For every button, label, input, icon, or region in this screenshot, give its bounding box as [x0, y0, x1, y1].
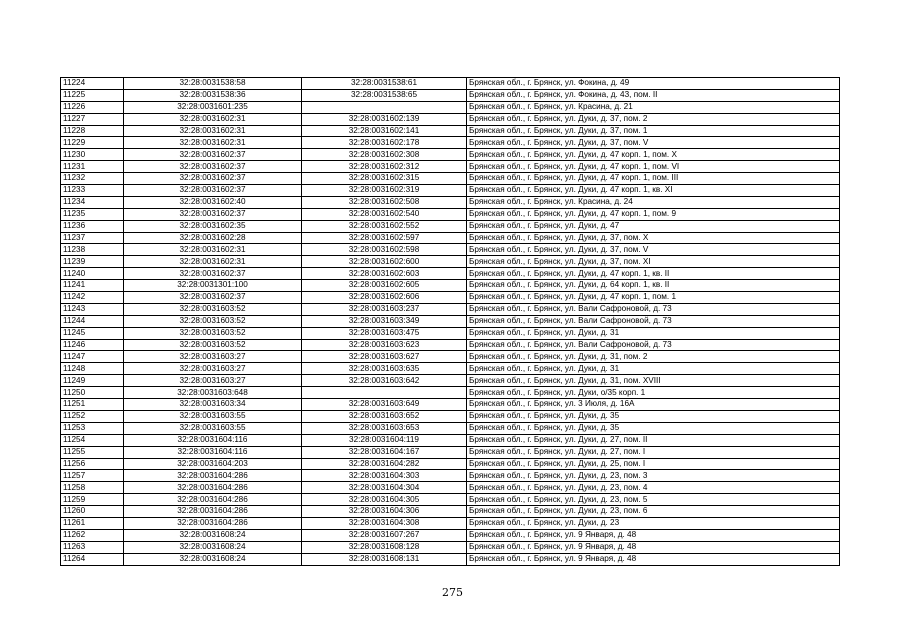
object-cadastral-number-cell: 32:28:0031603:475 [302, 327, 467, 339]
row-number-cell: 11232 [61, 173, 124, 185]
land-cadastral-number-cell: 32:28:0031602:31 [124, 125, 302, 137]
land-cadastral-number-cell: 32:28:0031602:31 [124, 244, 302, 256]
land-cadastral-number-cell: 32:28:0031602:31 [124, 113, 302, 125]
object-cadastral-number-cell: 32:28:0031604:305 [302, 494, 467, 506]
table-row [61, 399, 840, 411]
object-cadastral-number-cell: 32:28:0031603:349 [302, 315, 467, 327]
address-cell: Брянская обл., г. Брянск, ул. Дуки, д. 23, пом. 4 [467, 482, 840, 494]
table-row [61, 196, 840, 208]
land-cadastral-number-cell: 32:28:0031602:37 [124, 292, 302, 304]
table-row [61, 256, 840, 268]
row-number-cell: 11226 [61, 101, 124, 113]
row-number-cell: 11230 [61, 149, 124, 161]
object-cadastral-number-cell: 32:28:0031604:167 [302, 446, 467, 458]
row-number-cell: 11262 [61, 529, 124, 541]
row-number-cell: 11227 [61, 113, 124, 125]
address-cell: Брянская обл., г. Брянск, ул. 9 Января, д. 48 [467, 541, 840, 553]
object-cadastral-number-cell: 32:28:0031602:598 [302, 244, 467, 256]
table-row [61, 137, 840, 149]
table-row [61, 173, 840, 185]
row-number-cell: 11237 [61, 232, 124, 244]
row-number-cell: 11250 [61, 387, 124, 399]
row-number-cell: 11234 [61, 196, 124, 208]
row-number-cell: 11252 [61, 410, 124, 422]
address-cell: Брянская обл., г. Брянск, ул. Фокина, д. 43, пом. II [467, 89, 840, 101]
table-row [61, 125, 840, 137]
land-cadastral-number-cell: 32:28:0031604:203 [124, 458, 302, 470]
object-cadastral-number-cell: 32:28:0031608:128 [302, 541, 467, 553]
table-row [61, 422, 840, 434]
address-cell: Брянская обл., г. Брянск, ул. Дуки, д. 37, пом. X [467, 232, 840, 244]
object-cadastral-number-cell: 32:28:0031602:508 [302, 196, 467, 208]
row-number-cell: 11229 [61, 137, 124, 149]
land-cadastral-number-cell: 32:28:0031603:52 [124, 315, 302, 327]
object-cadastral-number-cell: 32:28:0031602:540 [302, 208, 467, 220]
row-number-cell: 11260 [61, 506, 124, 518]
land-cadastral-number-cell: 32:28:0031608:24 [124, 529, 302, 541]
table-row [61, 89, 840, 101]
land-cadastral-number-cell: 32:28:0031603:52 [124, 303, 302, 315]
land-cadastral-number-cell: 32:28:0031602:31 [124, 256, 302, 268]
row-number-cell: 11259 [61, 494, 124, 506]
table-row [61, 434, 840, 446]
address-cell: Брянская обл., г. Брянск, ул. Дуки, д. 47 корп. 1, пом. III [467, 173, 840, 185]
row-number-cell: 11224 [61, 78, 124, 90]
object-cadastral-number-cell: 32:28:0031602:139 [302, 113, 467, 125]
address-cell: Брянская обл., г. Брянск, ул. Вали Сафроновой, д. 73 [467, 315, 840, 327]
table-row [61, 208, 840, 220]
row-number-cell: 11264 [61, 553, 124, 565]
address-cell: Брянская обл., г. Брянск, ул. Дуки, д. 35 [467, 410, 840, 422]
table-row [61, 375, 840, 387]
land-cadastral-number-cell: 32:28:0031603:27 [124, 375, 302, 387]
object-cadastral-number-cell: 32:28:0031603:649 [302, 399, 467, 411]
land-cadastral-number-cell: 32:28:0031602:28 [124, 232, 302, 244]
row-number-cell: 11253 [61, 422, 124, 434]
address-cell: Брянская обл., г. Брянск, ул. 3 Июля, д. 16А [467, 399, 840, 411]
address-cell: Брянская обл., г. Брянск, ул. Дуки, д. 23 [467, 517, 840, 529]
address-cell: Брянская обл., г. Брянск, ул. Дуки, д. 37, пом. V [467, 137, 840, 149]
object-cadastral-number-cell: 32:28:0031604:282 [302, 458, 467, 470]
land-cadastral-number-cell: 32:28:0031602:37 [124, 161, 302, 173]
row-number-cell: 11256 [61, 458, 124, 470]
row-number-cell: 11228 [61, 125, 124, 137]
address-cell: Брянская обл., г. Брянск, ул. Дуки, д. 47 корп. 1, кв. II [467, 268, 840, 280]
land-cadastral-number-cell: 32:28:0031602:37 [124, 173, 302, 185]
address-cell: Брянская обл., г. Брянск, ул. Дуки, д. 47 корп. 1, кв. XI [467, 185, 840, 197]
object-cadastral-number-cell: 32:28:0031603:623 [302, 339, 467, 351]
address-cell: Брянская обл., г. Брянск, ул. Дуки, д. 31 [467, 363, 840, 375]
object-cadastral-number-cell: 32:28:0031602:605 [302, 280, 467, 292]
row-number-cell: 11246 [61, 339, 124, 351]
land-cadastral-number-cell: 32:28:0031601:235 [124, 101, 302, 113]
table-row [61, 482, 840, 494]
object-cadastral-number-cell: 32:28:0031604:119 [302, 434, 467, 446]
object-cadastral-number-cell: 32:28:0031603:627 [302, 351, 467, 363]
row-number-cell: 11241 [61, 280, 124, 292]
table-row [61, 410, 840, 422]
address-cell: Брянская обл., г. Брянск, ул. Вали Сафроновой, д. 73 [467, 303, 840, 315]
land-cadastral-number-cell: 32:28:0031301:100 [124, 280, 302, 292]
table-row [61, 517, 840, 529]
object-cadastral-number-cell: 32:28:0031604:306 [302, 506, 467, 518]
object-cadastral-number-cell: 32:28:0031603:237 [302, 303, 467, 315]
land-cadastral-number-cell: 32:28:0031603:52 [124, 327, 302, 339]
table-row [61, 220, 840, 232]
object-cadastral-number-cell: 32:28:0031602:312 [302, 161, 467, 173]
land-cadastral-number-cell: 32:28:0031603:55 [124, 422, 302, 434]
object-cadastral-number-cell: 32:28:0031604:304 [302, 482, 467, 494]
land-cadastral-number-cell: 32:28:0031608:24 [124, 541, 302, 553]
object-cadastral-number-cell: 32:28:0031603:653 [302, 422, 467, 434]
row-number-cell: 11225 [61, 89, 124, 101]
row-number-cell: 11263 [61, 541, 124, 553]
table-row [61, 553, 840, 565]
row-number-cell: 11244 [61, 315, 124, 327]
row-number-cell: 11254 [61, 434, 124, 446]
row-number-cell: 11248 [61, 363, 124, 375]
table-row [61, 363, 840, 375]
object-cadastral-number-cell: 32:28:0031603:635 [302, 363, 467, 375]
land-cadastral-number-cell: 32:28:0031603:27 [124, 363, 302, 375]
table-row [61, 303, 840, 315]
address-cell: Брянская обл., г. Брянск, ул. Фокина, д. 49 [467, 78, 840, 90]
table-row [61, 149, 840, 161]
land-cadastral-number-cell: 32:28:0031602:40 [124, 196, 302, 208]
address-cell: Брянская обл., г. Брянск, ул. Дуки, д. 27, пом. II [467, 434, 840, 446]
land-cadastral-number-cell: 32:28:0031604:286 [124, 482, 302, 494]
land-cadastral-number-cell: 32:28:0031603:27 [124, 351, 302, 363]
land-cadastral-number-cell: 32:28:0031603:34 [124, 399, 302, 411]
land-cadastral-number-cell: 32:28:0031608:24 [124, 553, 302, 565]
address-cell: Брянская обл., г. Брянск, ул. Дуки, д. 37, пом. 2 [467, 113, 840, 125]
table-row [61, 161, 840, 173]
row-number-cell: 11231 [61, 161, 124, 173]
object-cadastral-number-cell: 32:28:0031602:315 [302, 173, 467, 185]
row-number-cell: 11261 [61, 517, 124, 529]
object-cadastral-number-cell: 32:28:0031602:597 [302, 232, 467, 244]
address-cell: Брянская обл., г. Брянск, ул. 9 Января, д. 48 [467, 529, 840, 541]
object-cadastral-number-cell: 32:28:0031604:308 [302, 517, 467, 529]
table-row [61, 327, 840, 339]
land-cadastral-number-cell: 32:28:0031603:648 [124, 387, 302, 399]
table-row [61, 185, 840, 197]
table-row [61, 494, 840, 506]
address-cell: Брянская обл., г. Брянск, ул. 9 Января, д. 48 [467, 553, 840, 565]
object-cadastral-number-cell: 32:28:0031603:652 [302, 410, 467, 422]
object-cadastral-number-cell: 32:28:0031602:552 [302, 220, 467, 232]
land-cadastral-number-cell: 32:28:0031602:37 [124, 208, 302, 220]
address-cell: Брянская обл., г. Брянск, ул. Дуки, д. 23, пом. 5 [467, 494, 840, 506]
address-cell: Брянская обл., г. Брянск, ул. Дуки, д. 25, пом. I [467, 458, 840, 470]
row-number-cell: 11239 [61, 256, 124, 268]
table-row [61, 292, 840, 304]
row-number-cell: 11247 [61, 351, 124, 363]
address-cell: Брянская обл., г. Брянск, ул. Дуки, д. 37, пом. 1 [467, 125, 840, 137]
row-number-cell: 11243 [61, 303, 124, 315]
table-row [61, 315, 840, 327]
table-row [61, 339, 840, 351]
land-cadastral-number-cell: 32:28:0031538:36 [124, 89, 302, 101]
table-row [61, 470, 840, 482]
row-number-cell: 11255 [61, 446, 124, 458]
address-cell: Брянская обл., г. Брянск, ул. Дуки, д. 47 корп. 1, пом. 1 [467, 292, 840, 304]
cadastral-table [60, 77, 840, 566]
address-cell: Брянская обл., г. Брянск, ул. Дуки, д. 37, пом. V [467, 244, 840, 256]
table-row [61, 101, 840, 113]
address-cell: Брянская обл., г. Брянск, ул. Дуки, д. 31, пом. XVIII [467, 375, 840, 387]
object-cadastral-number-cell: 32:28:0031602:603 [302, 268, 467, 280]
object-cadastral-number-cell [302, 101, 467, 113]
table-row [61, 541, 840, 553]
table-row [61, 506, 840, 518]
land-cadastral-number-cell: 32:28:0031604:286 [124, 517, 302, 529]
address-cell: Брянская обл., г. Брянск, ул. Вали Сафроновой, д. 73 [467, 339, 840, 351]
object-cadastral-number-cell: 32:28:0031602:600 [302, 256, 467, 268]
table-row [61, 458, 840, 470]
object-cadastral-number-cell: 32:28:0031602:141 [302, 125, 467, 137]
land-cadastral-number-cell: 32:28:0031603:55 [124, 410, 302, 422]
address-cell: Брянская обл., г. Брянск, ул. Дуки, д. 23, пом. 3 [467, 470, 840, 482]
table-row [61, 113, 840, 125]
address-cell: Брянская обл., г. Брянск, ул. Дуки, д. 31, пом. 2 [467, 351, 840, 363]
land-cadastral-number-cell: 32:28:0031602:35 [124, 220, 302, 232]
table-row [61, 78, 840, 90]
table-row [61, 351, 840, 363]
land-cadastral-number-cell: 32:28:0031602:37 [124, 268, 302, 280]
row-number-cell: 11251 [61, 399, 124, 411]
object-cadastral-number-cell: 32:28:0031607:267 [302, 529, 467, 541]
address-cell: Брянская обл., г. Брянск, ул. Дуки, д. 47 корп. 1, пом. X [467, 149, 840, 161]
row-number-cell: 11249 [61, 375, 124, 387]
table-row [61, 446, 840, 458]
address-cell: Брянская обл., г. Брянск, ул. Дуки, д. 47 корп. 1, пом. 9 [467, 208, 840, 220]
table-row [61, 387, 840, 399]
object-cadastral-number-cell [302, 387, 467, 399]
address-cell: Брянская обл., г. Брянск, ул. Дуки, д. 37, пом. XI [467, 256, 840, 268]
land-cadastral-number-cell: 32:28:0031604:116 [124, 446, 302, 458]
row-number-cell: 11240 [61, 268, 124, 280]
object-cadastral-number-cell: 32:28:0031608:131 [302, 553, 467, 565]
land-cadastral-number-cell: 32:28:0031604:116 [124, 434, 302, 446]
object-cadastral-number-cell: 32:28:0031602:606 [302, 292, 467, 304]
address-cell: Брянская обл., г. Брянск, ул. Красина, д. 21 [467, 101, 840, 113]
address-cell: Брянская обл., г. Брянск, ул. Дуки, д. 64 корп. 1, кв. II [467, 280, 840, 292]
row-number-cell: 11235 [61, 208, 124, 220]
land-cadastral-number-cell: 32:28:0031604:286 [124, 494, 302, 506]
land-cadastral-number-cell: 32:28:0031602:31 [124, 137, 302, 149]
address-cell: Брянская обл., г. Брянск, ул. Дуки, д. 47 корп. 1, пом. VI [467, 161, 840, 173]
row-number-cell: 11242 [61, 292, 124, 304]
address-cell: Брянская обл., г. Брянск, ул. Дуки, д. 35 [467, 422, 840, 434]
table-row [61, 280, 840, 292]
object-cadastral-number-cell: 32:28:0031604:303 [302, 470, 467, 482]
address-cell: Брянская обл., г. Брянск, ул. Дуки, д. 27, пом. I [467, 446, 840, 458]
row-number-cell: 11236 [61, 220, 124, 232]
object-cadastral-number-cell: 32:28:0031603:642 [302, 375, 467, 387]
row-number-cell: 11258 [61, 482, 124, 494]
land-cadastral-number-cell: 32:28:0031603:52 [124, 339, 302, 351]
table-row [61, 268, 840, 280]
row-number-cell: 11233 [61, 185, 124, 197]
row-number-cell: 11245 [61, 327, 124, 339]
row-number-cell: 11238 [61, 244, 124, 256]
address-cell: Брянская обл., г. Брянск, ул. Красина, д. 24 [467, 196, 840, 208]
land-cadastral-number-cell: 32:28:0031602:37 [124, 149, 302, 161]
object-cadastral-number-cell: 32:28:0031602:319 [302, 185, 467, 197]
address-cell: Брянская обл., г. Брянск, ул. Дуки, д. 31 [467, 327, 840, 339]
row-number-cell: 11257 [61, 470, 124, 482]
address-cell: Брянская обл., г. Брянск, ул. Дуки, д. 23, пом. 6 [467, 506, 840, 518]
table-row [61, 244, 840, 256]
object-cadastral-number-cell: 32:28:0031602:308 [302, 149, 467, 161]
object-cadastral-number-cell: 32:28:0031538:65 [302, 89, 467, 101]
table-row [61, 529, 840, 541]
land-cadastral-number-cell: 32:28:0031604:286 [124, 470, 302, 482]
land-cadastral-number-cell: 32:28:0031538:58 [124, 78, 302, 90]
object-cadastral-number-cell: 32:28:0031602:178 [302, 137, 467, 149]
address-cell: Брянская обл., г. Брянск, ул. Дуки, д. 47 [467, 220, 840, 232]
address-cell: Брянская обл., г. Брянск, ул. Дуки, о/35 корп. 1 [467, 387, 840, 399]
page-number: 275 [442, 586, 463, 599]
table-body [61, 78, 840, 566]
land-cadastral-number-cell: 32:28:0031604:286 [124, 506, 302, 518]
land-cadastral-number-cell: 32:28:0031602:37 [124, 185, 302, 197]
table-row [61, 232, 840, 244]
object-cadastral-number-cell: 32:28:0031538:61 [302, 78, 467, 90]
